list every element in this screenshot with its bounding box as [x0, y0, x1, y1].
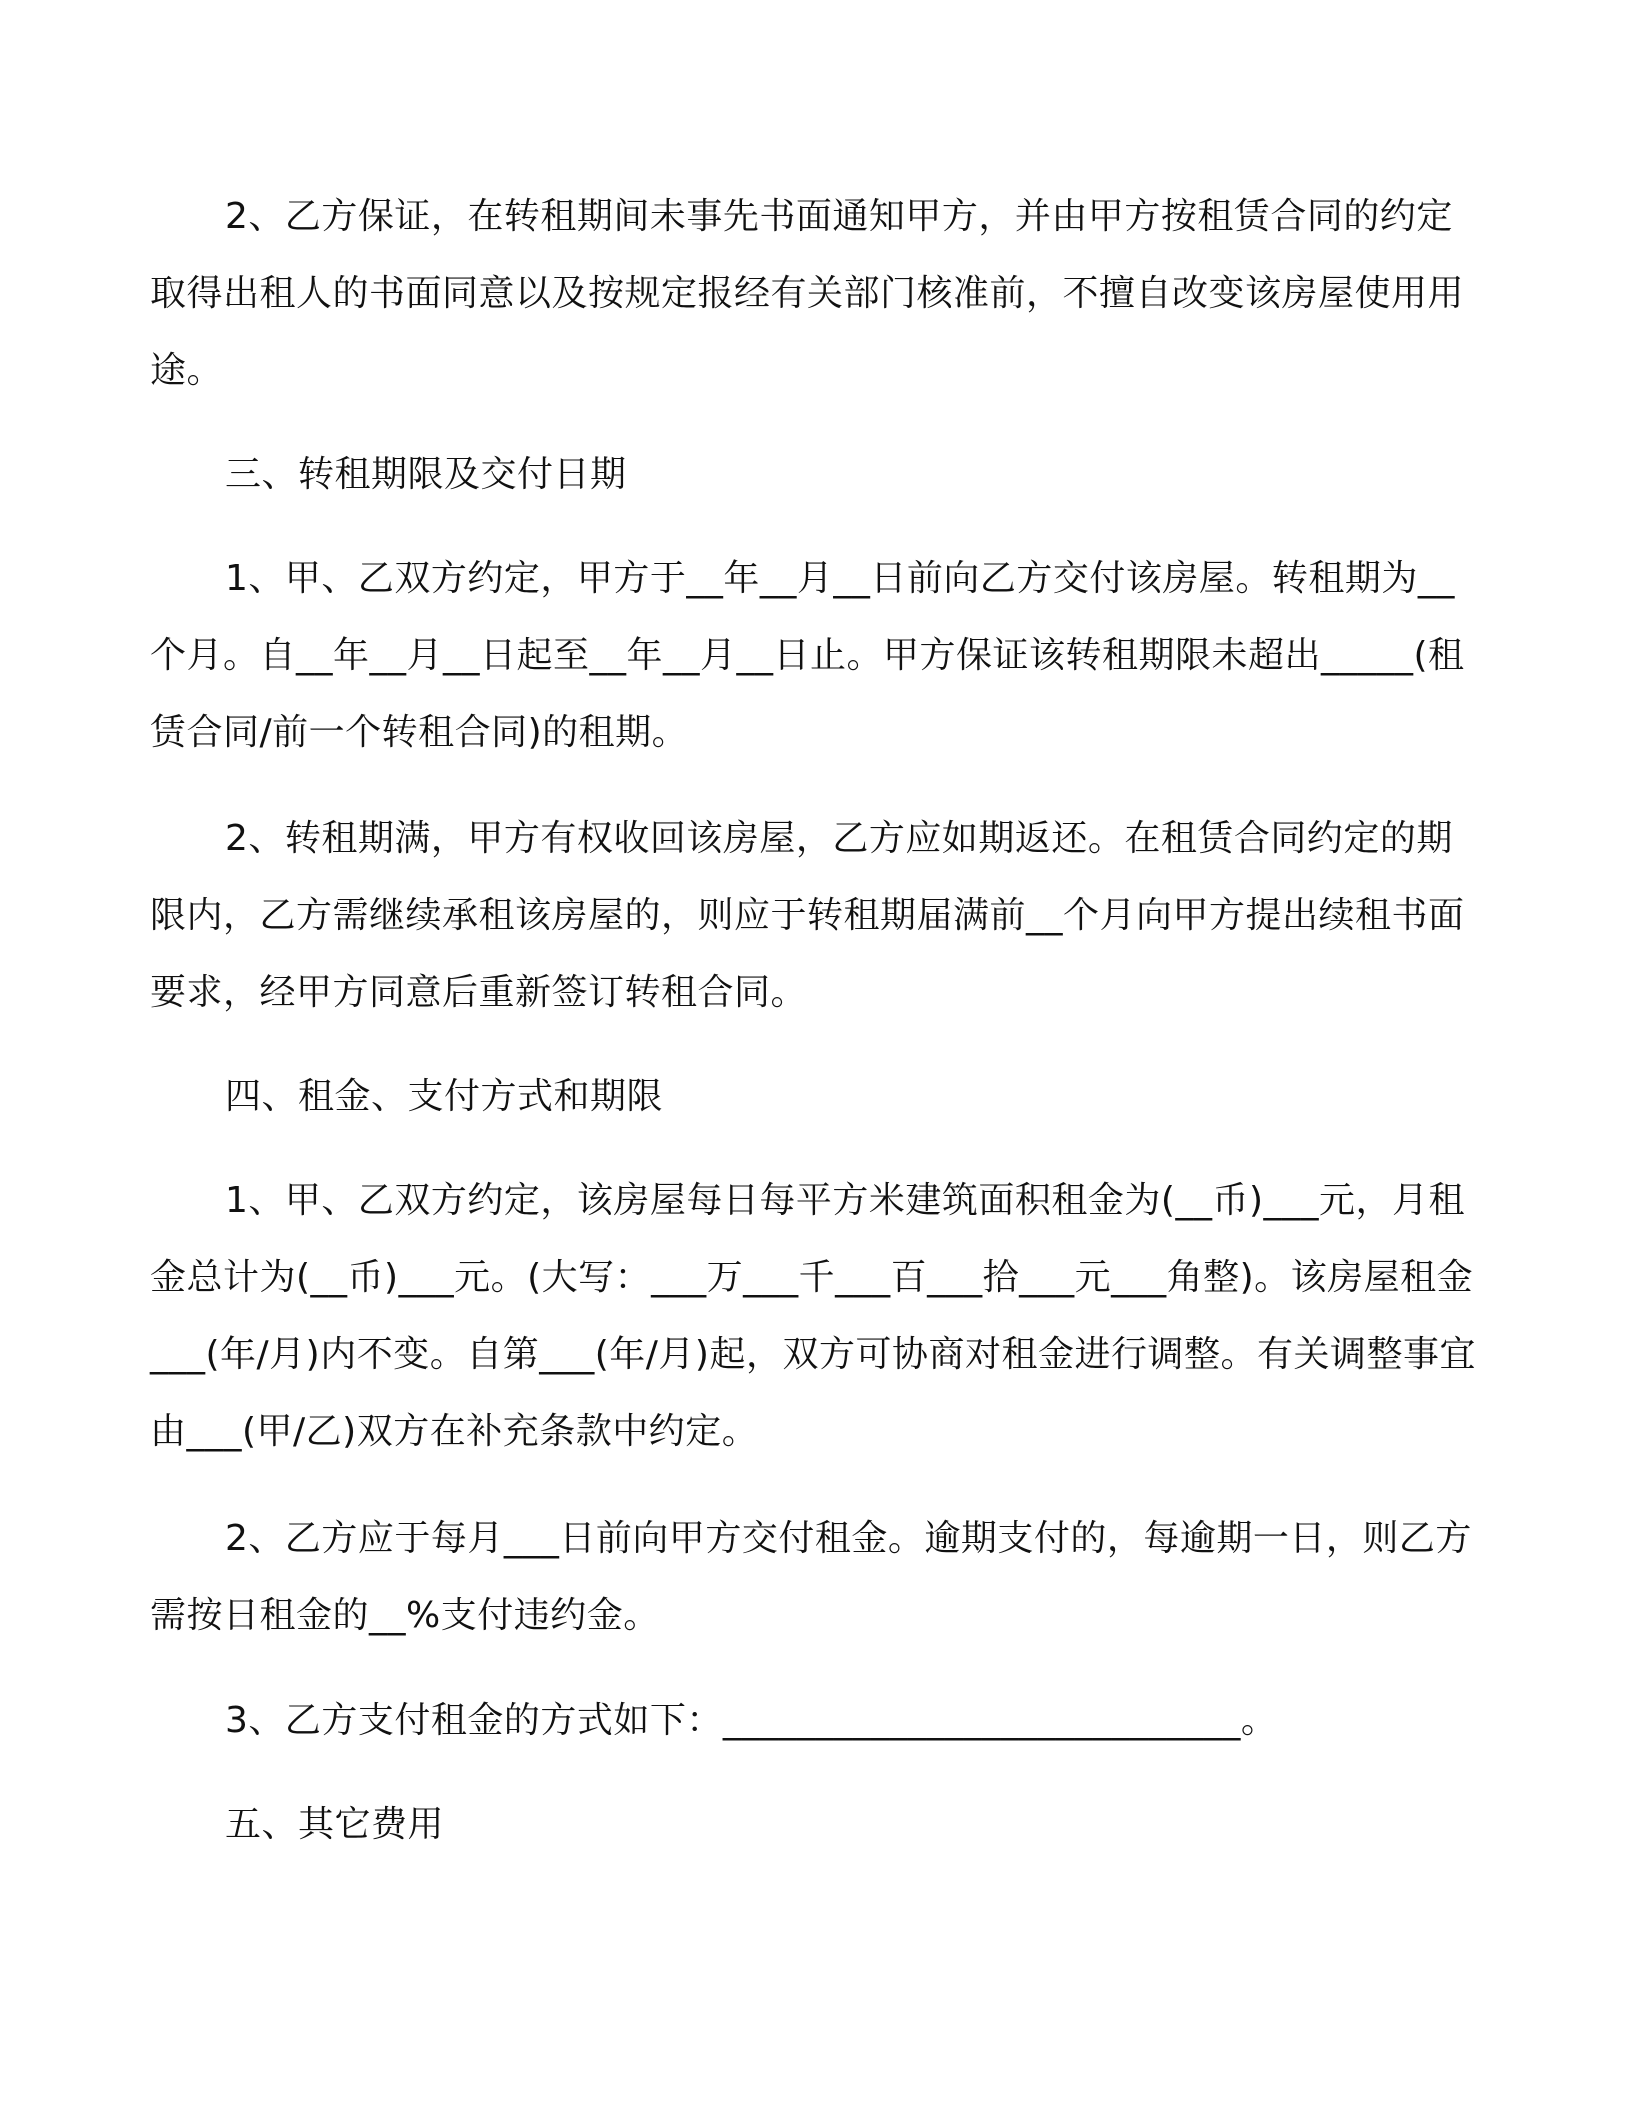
section-4-heading: 四、租金、支付方式和期限 [225, 1076, 664, 1117]
section-5-heading: 五、其它费用 [225, 1804, 445, 1845]
section-3-paragraph-1: 1、甲、乙双方约定，甲方于__年__月__日前向乙方交付该房屋。转租期为__个月。自__年__月__日起至__年__月__日止。甲方保证该转租期限未超出_____(租赁合同/前一个转租合同)的租期。 [150, 558, 1465, 753]
paragraph-clause-2-guarantee: 2、乙方保证，在转租期间未事先书面通知甲方，并由甲方按租赁合同的约定取得出租人的书面同意以及按规定报经有关部门核准前，不擅自改变该房屋使用用途。 [150, 196, 1465, 391]
section-3-heading: 三、转租期限及交付日期 [225, 454, 627, 495]
section-3-paragraph-2: 2、转租期满，甲方有权收回该房屋，乙方应如期返还。在租赁合同约定的期限内，乙方需继续承租该房屋的，则应于转租期届满前__个月向甲方提出续租书面要求，经甲方同意后重新签订转租合同。 [150, 818, 1465, 1013]
section-4-paragraph-3: 3、乙方支付租金的方式如下：____________________________。 [225, 1700, 1278, 1741]
section-4-paragraph-2: 2、乙方应于每月___日前向甲方交付租金。逾期支付的，每逾期一日，则乙方需按日租金的__%支付违约金。 [150, 1518, 1472, 1636]
section-4-paragraph-1: 1、甲、乙双方约定，该房屋每日每平方米建筑面积租金为(__币)___元，月租金总计为(__币)___元。(大写：___万___千___百___拾___元___角整)。该房屋租金___(年/月)内不变。自第___(年/月)起，双方可协商对租金进行调整。有关调整事宜由___(甲/乙)双方在补充条款中约定。 [150, 1180, 1476, 1452]
